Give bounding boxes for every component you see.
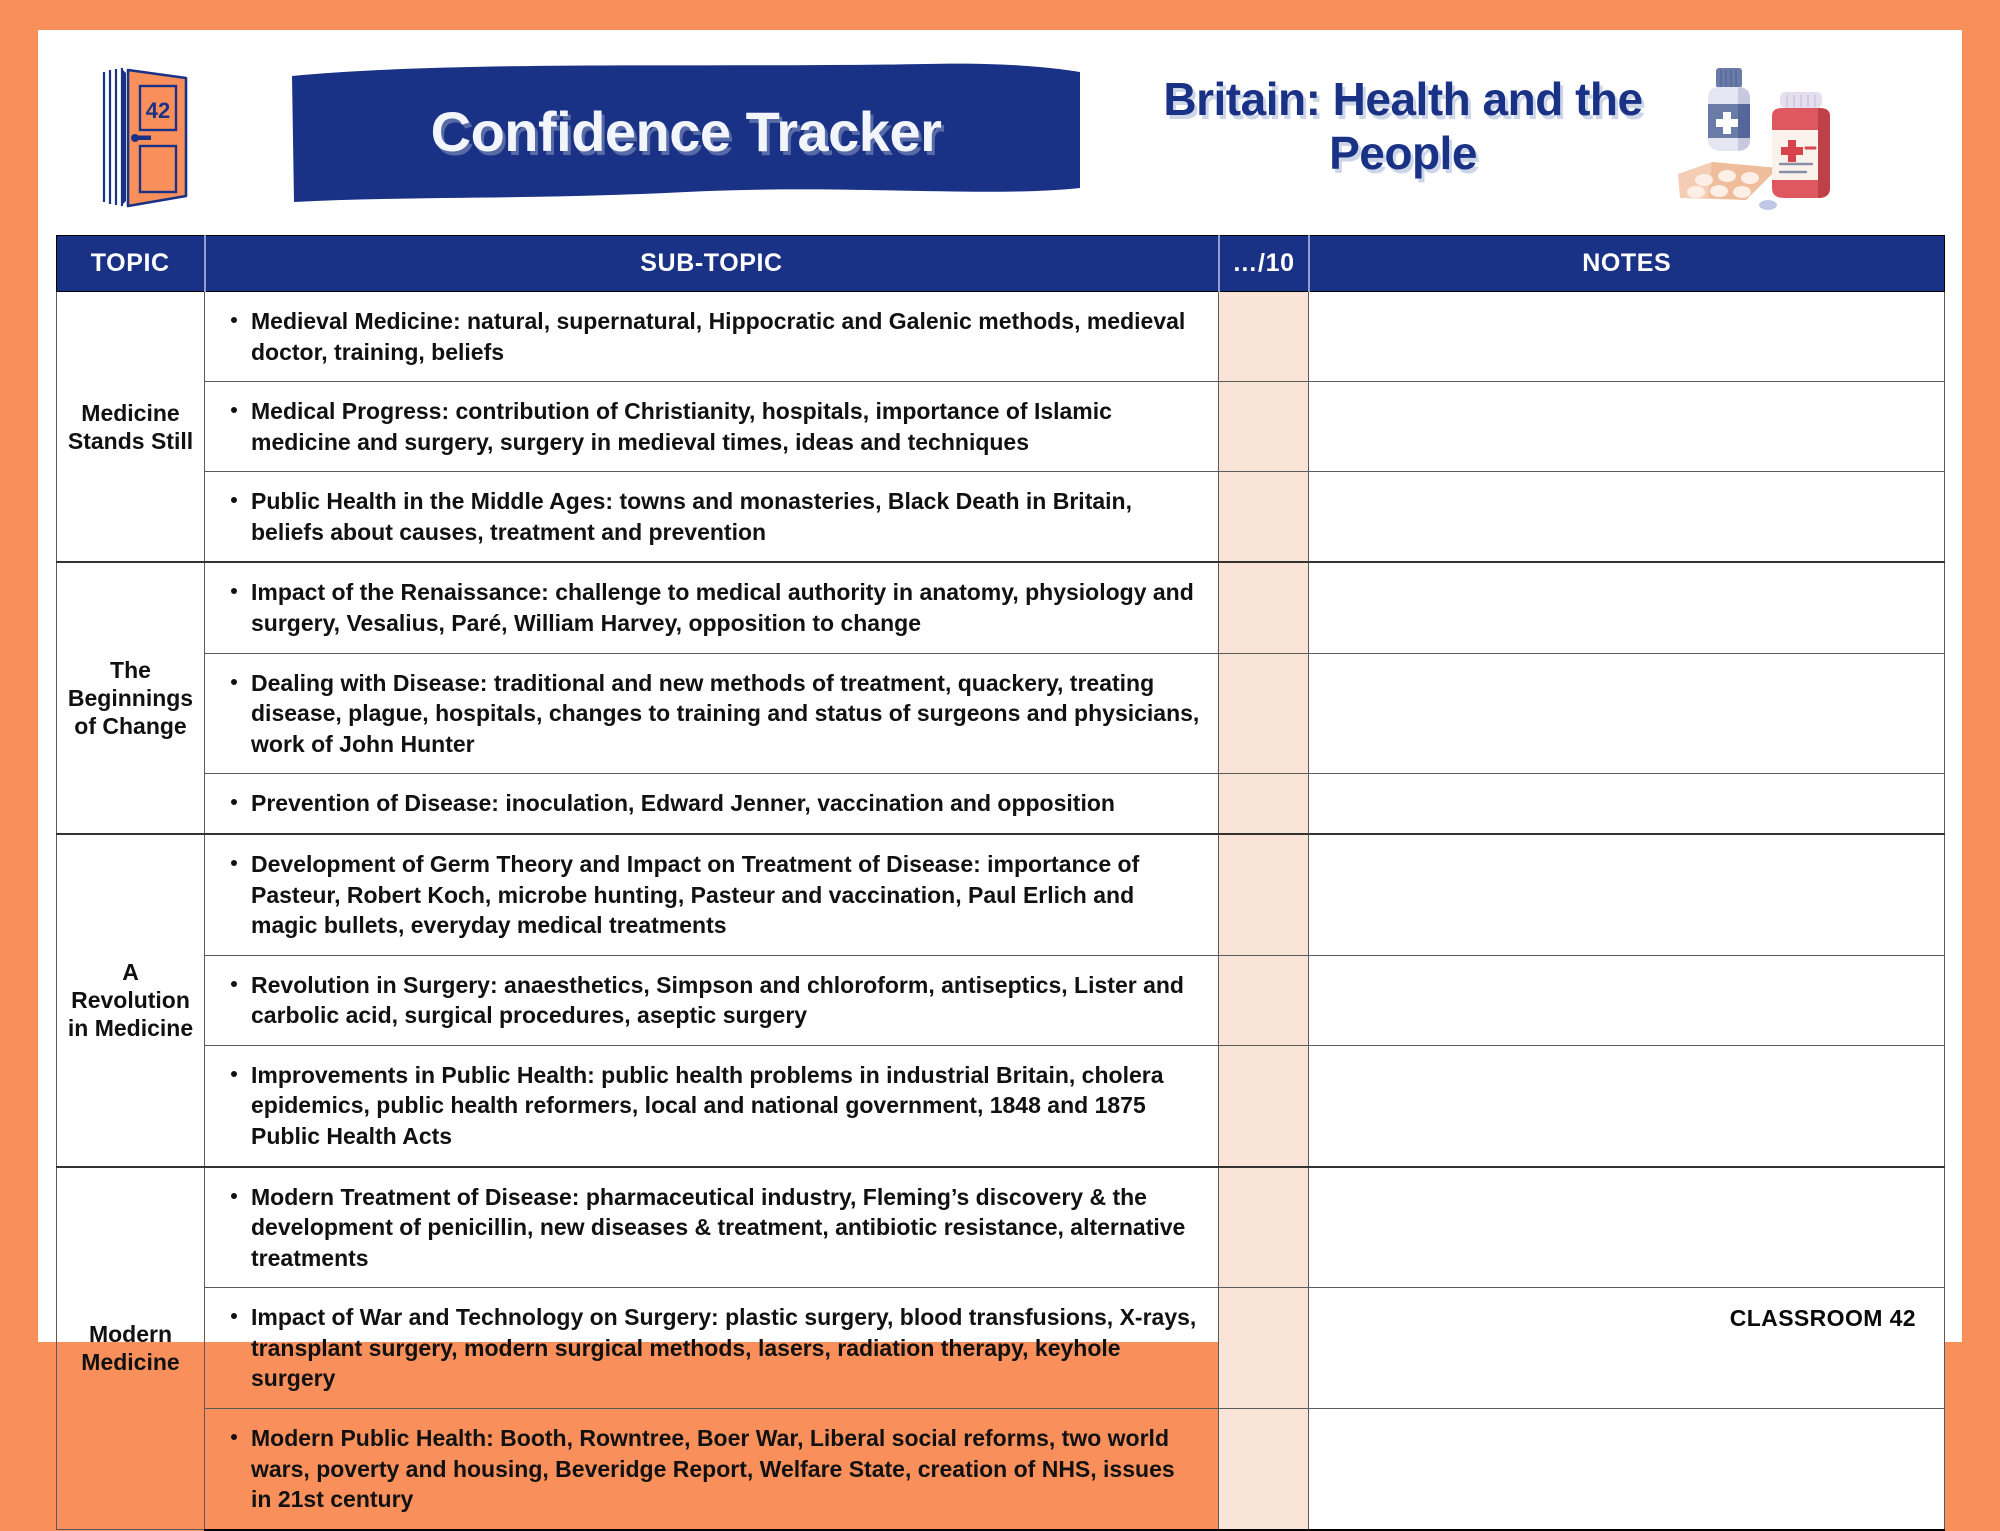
bullet-icon bbox=[231, 497, 237, 503]
subtopic-cell bbox=[205, 774, 1219, 834]
notes-input-cell[interactable] bbox=[1309, 562, 1945, 653]
bullet-icon bbox=[231, 407, 237, 413]
subtopic-cell bbox=[205, 292, 1219, 382]
topic-label: A Revolution in Medicine bbox=[57, 834, 205, 1167]
table-header bbox=[57, 236, 1945, 292]
score-input-cell[interactable] bbox=[1219, 292, 1309, 382]
notes-input-cell[interactable] bbox=[1309, 292, 1945, 382]
subtopic-text: Improvements in Public Health: public health problems in industrial Britain, cholera epidemics, public health reformers, local and national government, 1848 and 1875 Public Health Acts bbox=[251, 1061, 1164, 1149]
topic-label: Medicine Stands Still bbox=[57, 292, 205, 563]
topic-label: The Beginnings of Change bbox=[57, 562, 205, 833]
subtopic-text: Medical Progress: contribution of Christianity, hospitals, importance of Islamic medicine and surgery, surgery in medieval times, ideas and techniques bbox=[251, 398, 1112, 455]
subtopic-text: Impact of War and Technology on Surgery: plastic surgery, blood transfusions, X-rays, transplant surgery, modern surgical methods, lasers, radiation therapy, keyhole surgery bbox=[251, 1304, 1197, 1392]
score-input-cell[interactable] bbox=[1219, 472, 1309, 563]
score-input-cell[interactable] bbox=[1219, 1409, 1309, 1530]
subtopic-text: Dealing with Disease: traditional and new methods of treatment, quackery, treating disease, plague, hospitals, changes to training and status of surgeons and physicians, work of John Hunter bbox=[251, 669, 1200, 757]
table-row bbox=[57, 1045, 1945, 1166]
table-row bbox=[57, 1288, 1945, 1409]
bullet-icon bbox=[231, 1313, 237, 1319]
subtopic-text: Modern Public Health: Booth, Rowntree, Boer War, Liberal social reforms, two world wars, poverty and housing, Beveridge Report, Welfare State, creation of NHS, issues in 21st century bbox=[251, 1425, 1175, 1513]
notes-input-cell[interactable] bbox=[1309, 774, 1945, 834]
bullet-icon bbox=[231, 1193, 237, 1199]
table-row bbox=[57, 774, 1945, 834]
score-input-cell[interactable] bbox=[1219, 653, 1309, 774]
medicine-bottles-illustration bbox=[1660, 58, 1910, 213]
bullet-icon bbox=[231, 317, 237, 323]
notes-input-cell[interactable] bbox=[1309, 955, 1945, 1045]
classroom-door-logo bbox=[90, 60, 210, 210]
column-header-score: …/10 bbox=[1219, 236, 1309, 292]
score-input-cell[interactable] bbox=[1219, 1167, 1309, 1288]
score-input-cell[interactable] bbox=[1219, 1288, 1309, 1409]
pill-blister-pack bbox=[1678, 162, 1778, 210]
subtopic-cell bbox=[205, 1167, 1219, 1288]
table-row bbox=[57, 834, 1945, 955]
subtopic-text: Prevention of Disease: inoculation, Edward Jenner, vaccination and opposition bbox=[251, 790, 1115, 817]
notes-input-cell[interactable] bbox=[1309, 653, 1945, 774]
table-row bbox=[57, 292, 1945, 382]
bullet-icon bbox=[231, 799, 237, 805]
blue-medicine-bottle bbox=[1708, 68, 1750, 151]
table-row bbox=[57, 1409, 1945, 1530]
table-row bbox=[57, 382, 1945, 472]
unit-title: Britain: Health and the People bbox=[1163, 73, 1643, 180]
notes-input-cell[interactable] bbox=[1309, 382, 1945, 472]
column-header-notes: NOTES bbox=[1309, 236, 1945, 292]
table-body bbox=[57, 292, 1945, 1530]
score-input-cell[interactable] bbox=[1219, 955, 1309, 1045]
score-input-cell[interactable] bbox=[1219, 382, 1309, 472]
subtopic-cell bbox=[205, 562, 1219, 653]
column-header-topic: TOPIC bbox=[57, 236, 205, 292]
page-header bbox=[38, 30, 1962, 235]
red-medicine-bottle bbox=[1772, 92, 1830, 198]
table-row bbox=[57, 472, 1945, 563]
topic-label: Modern Medicine bbox=[57, 1167, 205, 1530]
table-row bbox=[57, 562, 1945, 653]
notes-input-cell[interactable] bbox=[1309, 1167, 1945, 1288]
subtopic-text: Medieval Medicine: natural, supernatural, Hippocratic and Galenic methods, medieval doctor, training, beliefs bbox=[251, 308, 1186, 365]
table-row bbox=[57, 653, 1945, 774]
column-header-subtopic: SUB-TOPIC bbox=[205, 236, 1219, 292]
bullet-icon bbox=[231, 1071, 237, 1077]
subtopic-cell bbox=[205, 1288, 1219, 1409]
notes-input-cell[interactable] bbox=[1309, 1409, 1945, 1530]
table-row bbox=[57, 955, 1945, 1045]
subtopic-text: Modern Treatment of Disease: pharmaceutical industry, Fleming’s discovery & the development of penicillin, new diseases & treatment, antibiotic resistance, alternative treatments bbox=[251, 1183, 1186, 1271]
subtopic-cell bbox=[205, 955, 1219, 1045]
notes-input-cell[interactable] bbox=[1309, 1045, 1945, 1166]
score-input-cell[interactable] bbox=[1219, 834, 1309, 955]
subtopic-cell bbox=[205, 834, 1219, 955]
table-row bbox=[57, 1167, 1945, 1288]
confidence-tracker-banner bbox=[286, 62, 1086, 207]
subtopic-text: Development of Germ Theory and Impact on Treatment of Disease: importance of Pasteur, Robert Koch, microbe hunting, Pasteur and vaccination, Paul Erlich and magic bullets, everyday medical treatments bbox=[251, 850, 1140, 939]
score-input-cell[interactable] bbox=[1219, 774, 1309, 834]
bullet-icon bbox=[231, 588, 237, 594]
score-input-cell[interactable] bbox=[1219, 1045, 1309, 1166]
bullet-icon bbox=[231, 981, 237, 987]
subtopic-text: Revolution in Surgery: anaesthetics, Simpson and chloroform, antiseptics, Lister and carbolic acid, surgical procedures, aseptic surgery bbox=[251, 971, 1184, 1029]
logo-number: 42 bbox=[145, 98, 171, 123]
subtopic-cell bbox=[205, 1409, 1219, 1530]
footer-brand: CLASSROOM 42 bbox=[1729, 1305, 1916, 1331]
subtopic-cell bbox=[205, 382, 1219, 472]
subtopic-cell bbox=[205, 653, 1219, 774]
notes-input-cell[interactable] bbox=[1309, 472, 1945, 563]
notes-input-cell[interactable] bbox=[1309, 834, 1945, 955]
confidence-tracker-table bbox=[56, 235, 1945, 1531]
bullet-icon bbox=[231, 860, 237, 866]
banner-title: Confidence Tracker bbox=[430, 100, 942, 163]
bullet-icon bbox=[231, 1434, 237, 1440]
bullet-icon bbox=[231, 679, 237, 685]
subtopic-cell bbox=[205, 472, 1219, 563]
subtopic-text: Impact of the Renaissance: challenge to medical authority in anatomy, physiology and surgery, Vesalius, Paré, William Harvey, opposition to change bbox=[251, 579, 1194, 637]
score-input-cell[interactable] bbox=[1219, 562, 1309, 653]
worksheet-page bbox=[38, 30, 1962, 1513]
subtopic-cell bbox=[205, 1045, 1219, 1166]
subtopic-text: Public Health in the Middle Ages: towns and monasteries, Black Death in Britain, beliefs about causes, treatment and prevention bbox=[251, 488, 1132, 545]
